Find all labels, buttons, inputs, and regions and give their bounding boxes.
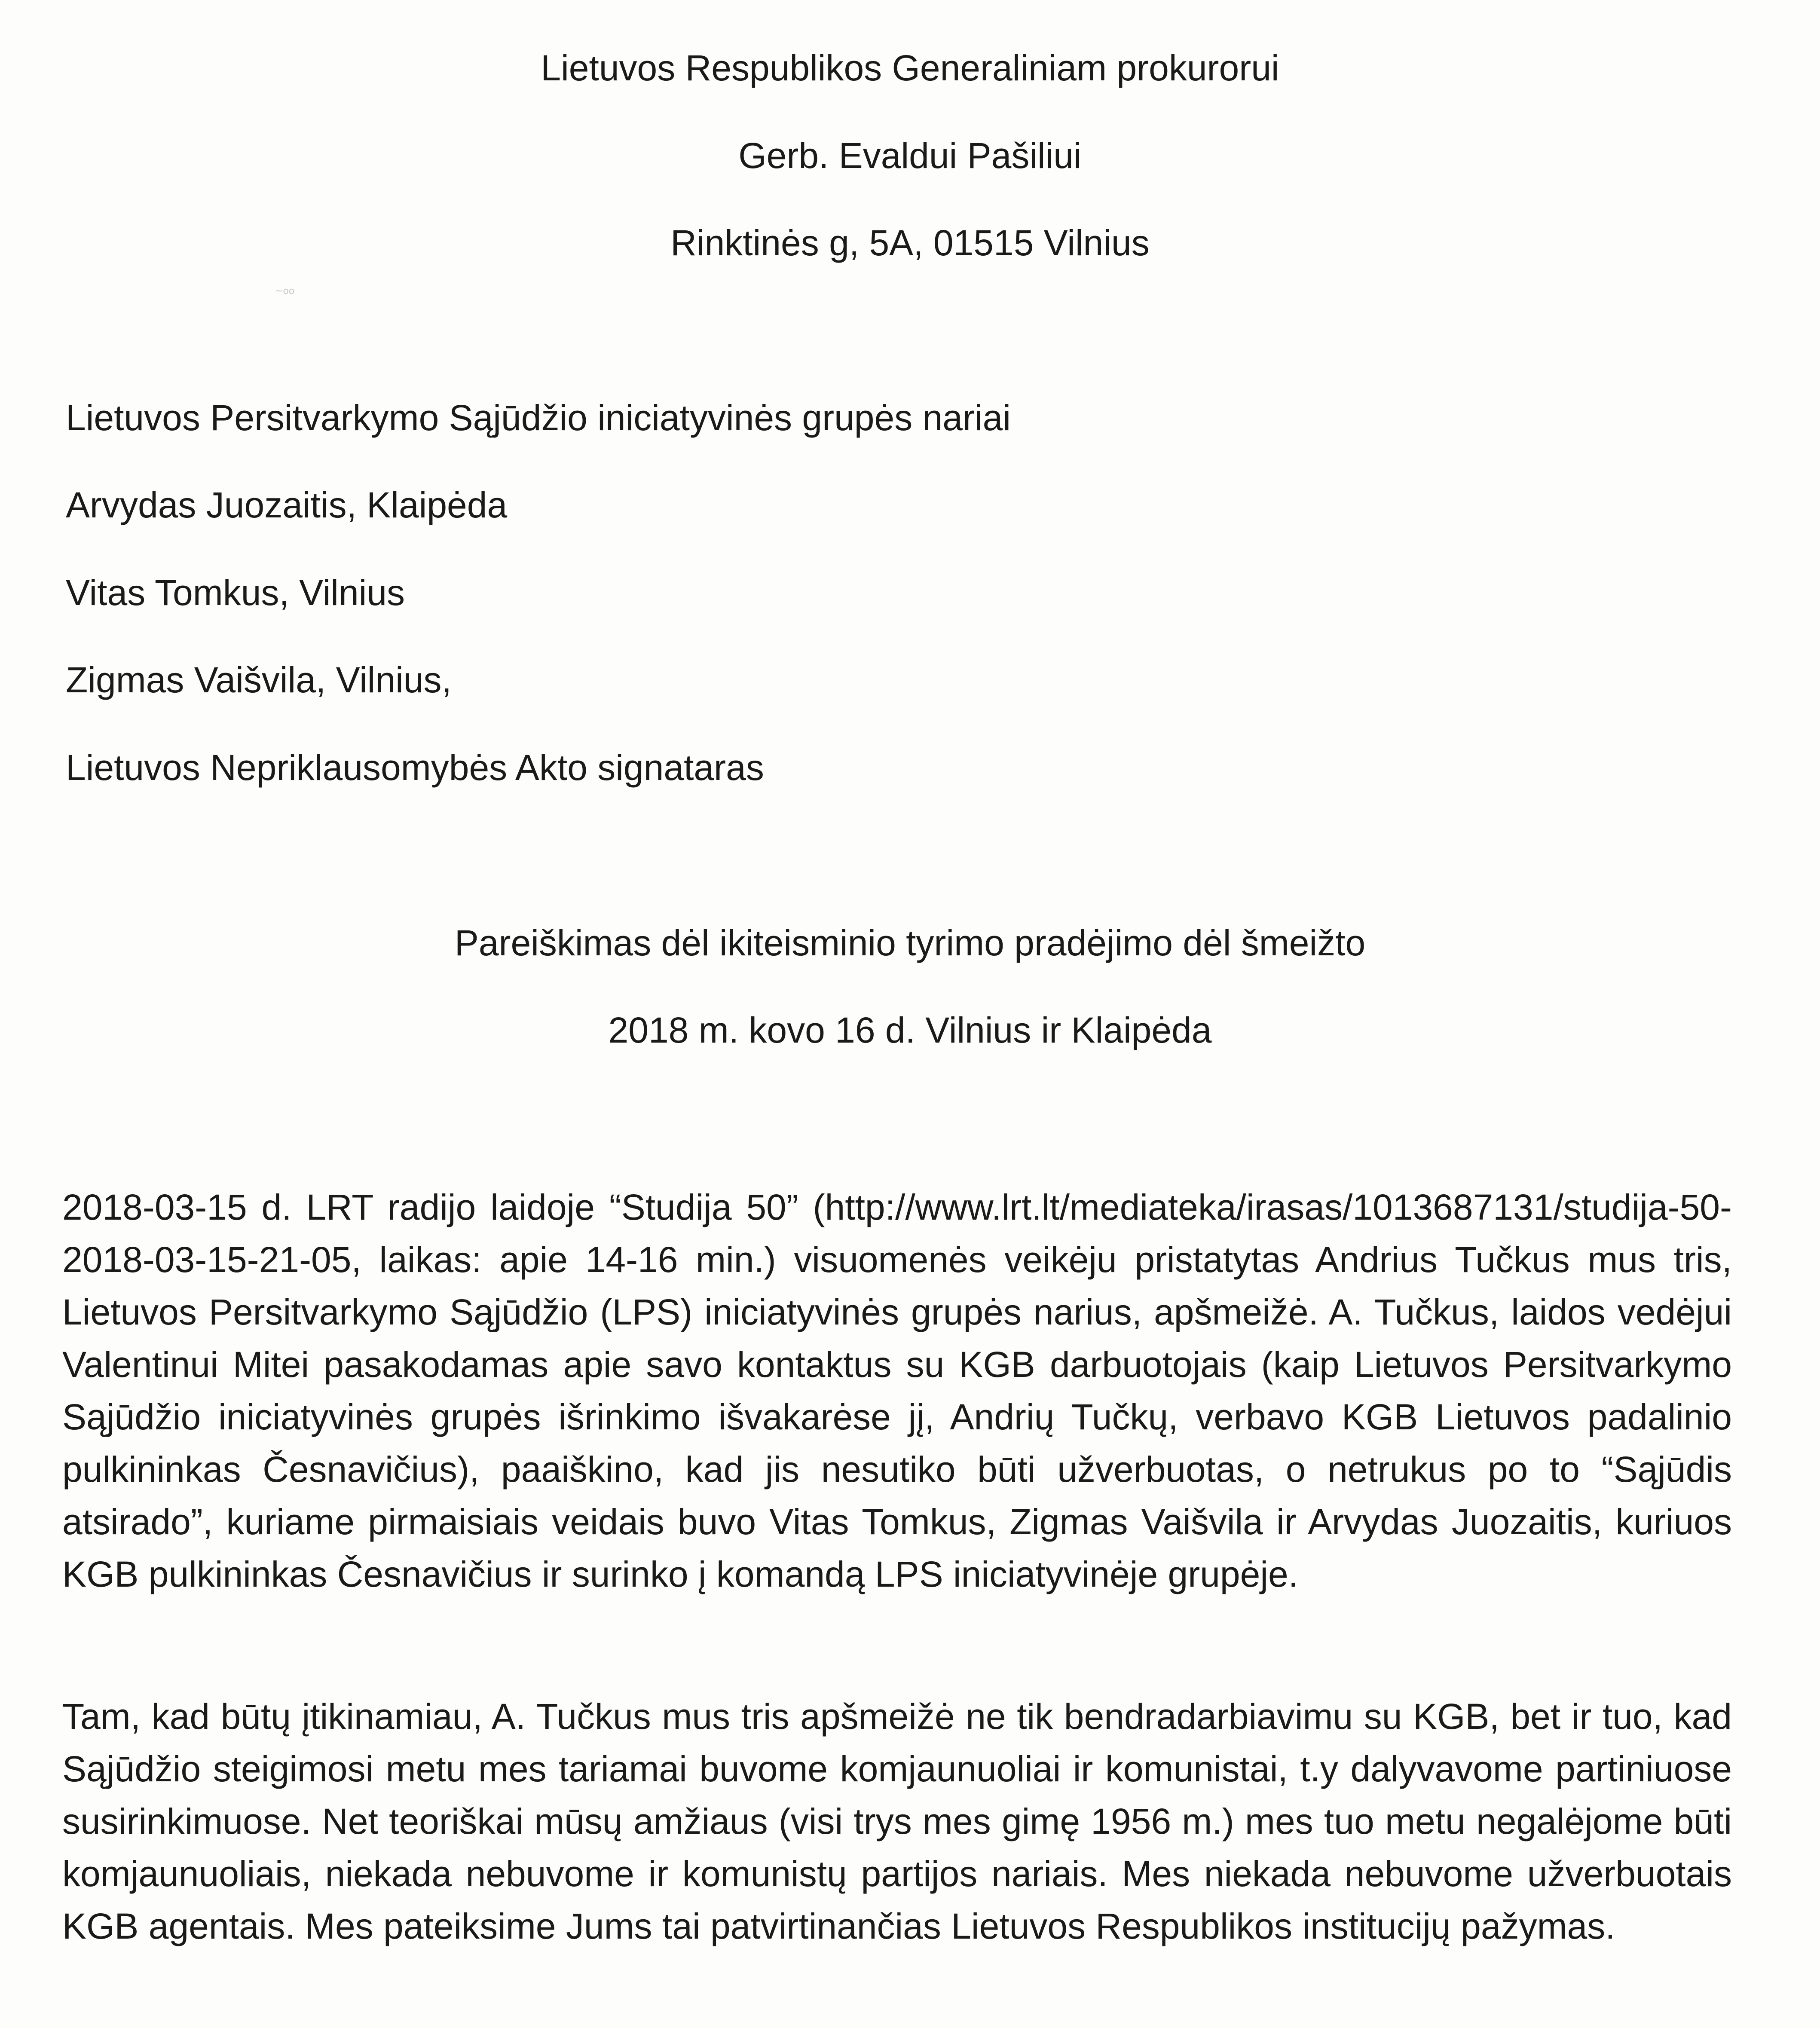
body-paragraph-2: Tam, kad būtų įtikinamiau, A. Tučkus mus tris apšmeižė ne tik bendradarbiavimu su KGB, bet ir tuo, kad Sąjūdžio steigimosi metu mes tariamai buvome komjaunuoliai ir komunistai, t.y dalyvavome partiniuose susirinkimuose. Net teoriškai mūsų amžiaus (visi trys mes gimę 1956 m.) mes tuo metu negalėjome būti komjaunuoliais, niekada nebuvome ir komunistų partijos nariais. Mes niekada nebuvome užverbuotais KGB agentais. Mes pateiksime Jums tai patvirtinančias Lietuvos Respublikos institucijų pažymas. <box>62 1696 1732 1946</box>
body-paragraph-1: 2018-03-15 d. LRT radijo laidoje “Studija 50” (http://www.lrt.lt/mediateka/irasas/1013687131/studija-50-2018-03-15-21-05, laikas: apie 14-16 min.) visuomenės veikėju pristatytas Andrius Tučkus mus tris, Lietuvos Persitvarkymo Sąjūdžio (LPS) iniciatyvinės grupės narius, apšmeižė. A. Tučkus, laidos vedėjui Valentinui Mitei pasakodamas apie savo kontaktus su KGB darbuotojais (kaip Lietuvos Persitvarkymo Sąjūdžio iniciatyvinės grupės išrinkimo išvakarėse jį, Andrių Tučkų, verbavo KGB Lietuvos padalinio pulkininkas Česnavičius), paaiškino, kad jis nesutiko būti užverbuotas, o netrukus po to “Sąjūdis atsirado”, kuriame pirmaisiais veidais buvo Vitas Tomkus, Zigmas Vaišvila ir Arvydas Juozaitis, kuriuos KGB pulkininkas Česnavičius ir surinko į komandą LPS iniciatyvinėje grupėje. <box>62 1187 1732 1594</box>
addressee-line-3: Rinktinės g, 5A, 01515 Vilnius <box>670 223 1150 263</box>
addressee-line-1: Lietuvos Respublikos Generaliniam prokurorui <box>541 48 1279 88</box>
document-title: Pareiškimas dėl ikiteisminio tyrimo pradėjimo dėl šmeižto <box>454 923 1366 963</box>
sender-group: Lietuvos Persitvarkymo Sąjūdžio iniciatyvinės grupės nariai <box>66 398 1011 438</box>
scan-speck: ~oo <box>275 286 295 297</box>
sender-member: Arvydas Juozaitis, Klaipėda <box>66 485 508 525</box>
sender-member: Zigmas Vaišvila, Vilnius, <box>66 660 452 700</box>
signatory-title: Lietuvos Nepriklausomybės Akto signataras <box>66 747 764 788</box>
sender-member: Vitas Tomkus, Vilnius <box>66 572 405 613</box>
addressee-line-2: Gerb. Evaldui Pašiliui <box>738 135 1082 176</box>
document-date-place: 2018 m. kovo 16 d. Vilnius ir Klaipėda <box>608 1010 1212 1050</box>
